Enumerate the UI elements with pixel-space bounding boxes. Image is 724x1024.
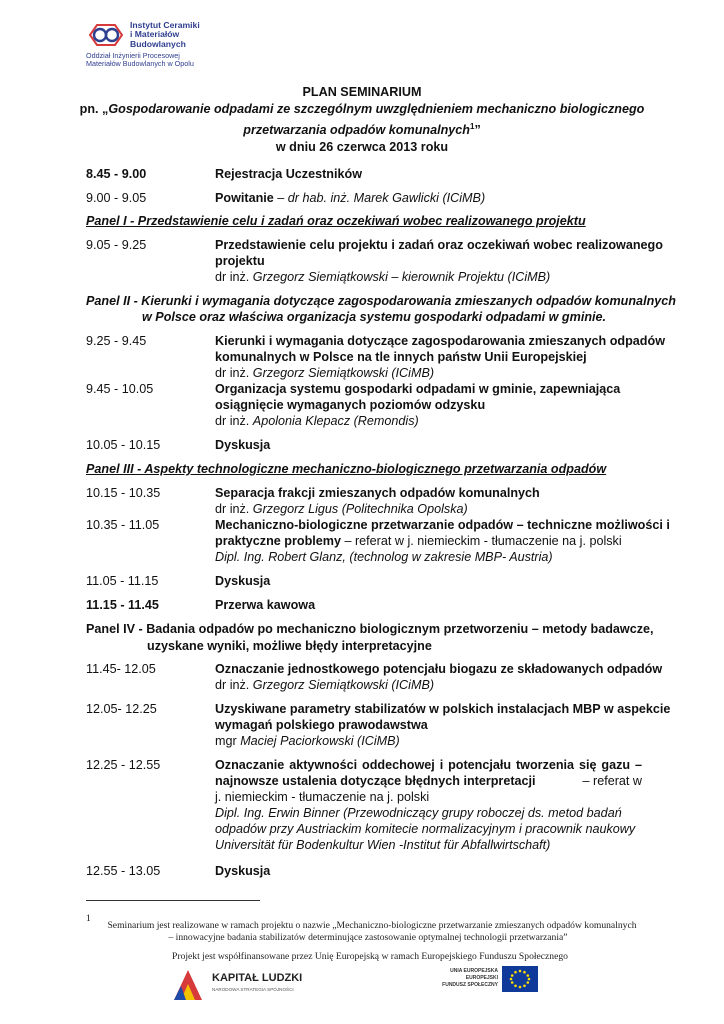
institute-name-line1: Instytut Ceramiki — [130, 20, 200, 30]
footnote-marker: 1 — [469, 122, 475, 131]
item-speaker: Grzegorz Siemiątkowski (ICiMB) — [252, 366, 435, 380]
institute-dept-line2: Materiałów Budowlanych w Opolu — [86, 59, 194, 69]
seminar-date: w dniu 26 czerwca 2013 roku — [275, 140, 449, 155]
subtitle-line1: Gospodarowanie odpadami ze szczególnym uwzględnieniem mechaniczno biologicznego — [108, 102, 645, 116]
page-title: PLAN SEMINARIUM — [302, 85, 422, 99]
speaker-prefix: dr inż. — [215, 270, 253, 284]
item-title: Dyskusja — [215, 438, 271, 452]
institute-dept-line1: Oddział Inżynierii Procesowej — [86, 51, 180, 60]
item-title-line1: Przedstawienie celu projektu i zadań oraz oczekiwań wobec realizowanego — [215, 238, 663, 252]
item-title: Rejestracja Uczestników — [215, 167, 362, 181]
item-title: Dyskusja — [215, 864, 271, 878]
item-time: 10.05 - 10.15 — [86, 438, 161, 452]
item-title-line1: Kierunki i wymagania dotyczące zagospodarowania zmieszanych odpadów — [215, 334, 665, 348]
speaker-prefix: dr inż. — [215, 366, 253, 380]
item-title-line2: projektu — [215, 254, 265, 268]
institute-name-line2: i Materiałów — [130, 29, 180, 40]
item-title-line1: Organizacja systemu gospodarki odpadami w gminie, zapewniająca — [215, 382, 621, 396]
item-speaker: Apolonia Klepacz (Remondis) — [252, 414, 419, 428]
kapital-ludzki-emblem-icon — [172, 966, 206, 1002]
subtitle-prefix: pn. „ — [79, 102, 109, 116]
item-speaker-line1: Dipl. Ing. Erwin Binner (Przewodniczący grupy roboczej ds. metod badań — [215, 806, 622, 820]
item-time: 12.05- 12.25 — [86, 702, 157, 716]
panel-4-heading — [86, 621, 654, 655]
item-title-line1: Oznaczanie aktywności oddechowej i potencjału tworzenia się gazu – — [215, 758, 642, 772]
item-title-line2: osiągnięcie wymaganych poziomów odzysku — [215, 398, 486, 412]
item-speaker: Dipl. Ing. Robert Glanz, (technolog w zakresie MBP- Austria) — [215, 550, 553, 564]
document-header — [60, 84, 664, 156]
item-title-line1: Mechaniczno-biologiczne przetwarzanie odpadów – techniczne możliwości i — [215, 518, 670, 532]
item-time: 11.05 - 11.15 — [86, 574, 159, 588]
eu-line1: UNIA EUROPEJSKA — [450, 968, 498, 974]
item-separator: – — [273, 191, 288, 205]
item-time: 10.35 - 11.05 — [86, 518, 160, 532]
item-time: 9.05 - 9.25 — [86, 238, 147, 252]
eu-line2: EUROPEJSKI — [465, 975, 498, 981]
item-speaker: Grzegorz Ligus (Politechnika Opolska) — [252, 502, 468, 516]
item-time: 12.25 - 12.55 — [86, 758, 161, 772]
item-title-line2: komunalnych w Polsce na tle innych państw Unii Europejskiej — [215, 350, 587, 364]
institute-name-line3: Budowlanych — [130, 38, 186, 49]
item-note-part1: – referat w — [582, 774, 642, 788]
item-title: Przerwa kawowa — [215, 598, 316, 612]
panel-3-heading: Panel III - Aspekty technologiczne mechaniczno-biologicznego przetwarzania odpadów — [86, 462, 607, 476]
item-title: Dyskusja — [215, 574, 271, 588]
item-note-part2: j. niemieckim - tłumaczenie na j. polski — [215, 790, 430, 804]
item-title-line2: wymagań polskiego prawodawstwa — [215, 718, 428, 732]
item-note: – referat w j. niemieckim - tłumaczenie na j. polski — [340, 534, 622, 548]
panel-4-line2: uzyskane wyniki, możliwe błędy interpretacyjne — [147, 639, 432, 653]
cofinance-note: Projekt jest współfinansowane przez Unię Europejską w ramach Europejskiego Funduszu Społecznego — [172, 951, 568, 962]
item-time: 11.15 - 11.45 — [86, 598, 159, 612]
footnote-line1: Seminarium jest realizowane w ramach projektu o nazwie „Mechaniczno-biologiczne przetwarzanie zmieszanych odpadów komunalnych — [107, 920, 637, 931]
speaker-prefix: dr inż. — [215, 502, 253, 516]
speaker-prefix: dr inż. — [215, 678, 253, 692]
subtitle-close: ” — [474, 123, 481, 138]
kapital-ludzki-title: KAPITAŁ LUDZKI — [212, 972, 303, 984]
item-title-line2: najnowsze ustalenia dotyczące błędnych interpretacji — [215, 774, 536, 788]
speaker-prefix: dr inż. — [215, 414, 253, 428]
item-speaker-line2: odpadów przy Austriackim komitecie normalizacyjnym i pracownik naukowy — [215, 822, 636, 836]
item-time: 8.45 - 9.00 — [86, 167, 147, 181]
panel-4-line1: Panel IV - Badania odpadów po mechaniczno biologicznym przetworzeniu – metody badawcze, — [86, 622, 654, 636]
item-time: 10.15 - 10.35 — [86, 486, 161, 500]
eu-line3: FUNDUSZ SPOŁECZNY — [442, 982, 498, 988]
panel-2-line2: w Polsce oraz właściwa organizacja systemu gospodarki odpadami w gminie. — [142, 310, 607, 324]
item-title: Powitanie — [215, 191, 274, 205]
item-speaker: Grzegorz Siemiątkowski (ICiMB) — [252, 678, 435, 692]
item-time: 12.55 - 13.05 — [86, 864, 161, 878]
eu-flag-icon — [502, 966, 538, 992]
item-time: 9.00 - 9.05 — [86, 191, 147, 205]
item-title: Oznaczanie jednostkowego potencjału biogazu ze składowanych odpadów — [215, 662, 663, 676]
item-speaker: Grzegorz Siemiątkowski – kierownik Projektu (ICiMB) — [252, 270, 551, 284]
item-time: 9.45 - 10.05 — [86, 382, 154, 396]
panel-1-heading: Panel I - Przedstawienie celu i zadań oraz oczekiwań wobec realizowanego projektu — [86, 214, 586, 228]
panel-2-line1: Panel II - Kierunki i wymagania dotyczące zagospodarowania zmieszanych odpadów komunalnych — [86, 294, 676, 308]
institute-emblem-icon — [86, 22, 126, 48]
item-title: Separacja frakcji zmieszanych odpadów komunalnych — [215, 486, 540, 500]
subtitle-line2: przetwarzania odpadów komunalnych — [243, 123, 470, 138]
item-time: 11.45- 12.05 — [86, 662, 156, 676]
item-speaker-line3: Universität für Bodenkultur Wien -Institut für Abfallwirtschaft) — [215, 838, 551, 852]
footnote-line2: – innowacyjne badania stabilizatów determinujące zastosowanie optymalnej technologii przetwarzania” — [168, 932, 568, 943]
institute-logo — [86, 22, 236, 70]
footnote-number: 1 — [86, 913, 91, 924]
kapital-ludzki-logo — [172, 966, 312, 1006]
item-title-line2: praktyczne problemy — [215, 534, 341, 548]
speaker-prefix: mgr — [215, 734, 241, 748]
footnote-text — [88, 920, 648, 944]
item-time: 9.25 - 9.45 — [86, 334, 147, 348]
eu-logo — [436, 966, 540, 996]
item-speaker: dr hab. inż. Marek Gawlicki (ICiMB) — [287, 191, 486, 205]
kapital-ludzki-subtitle: NARODOWA STRATEGIA SPÓJNOŚCI — [212, 987, 294, 992]
item-speaker: Maciej Paciorkowski (ICiMB) — [240, 734, 400, 748]
footnote-divider — [86, 900, 260, 901]
item-title-line1: Uzyskiwane parametry stabilizatów w polskich instalacjach MBP w aspekcie — [215, 702, 671, 716]
panel-2-heading — [86, 293, 676, 325]
